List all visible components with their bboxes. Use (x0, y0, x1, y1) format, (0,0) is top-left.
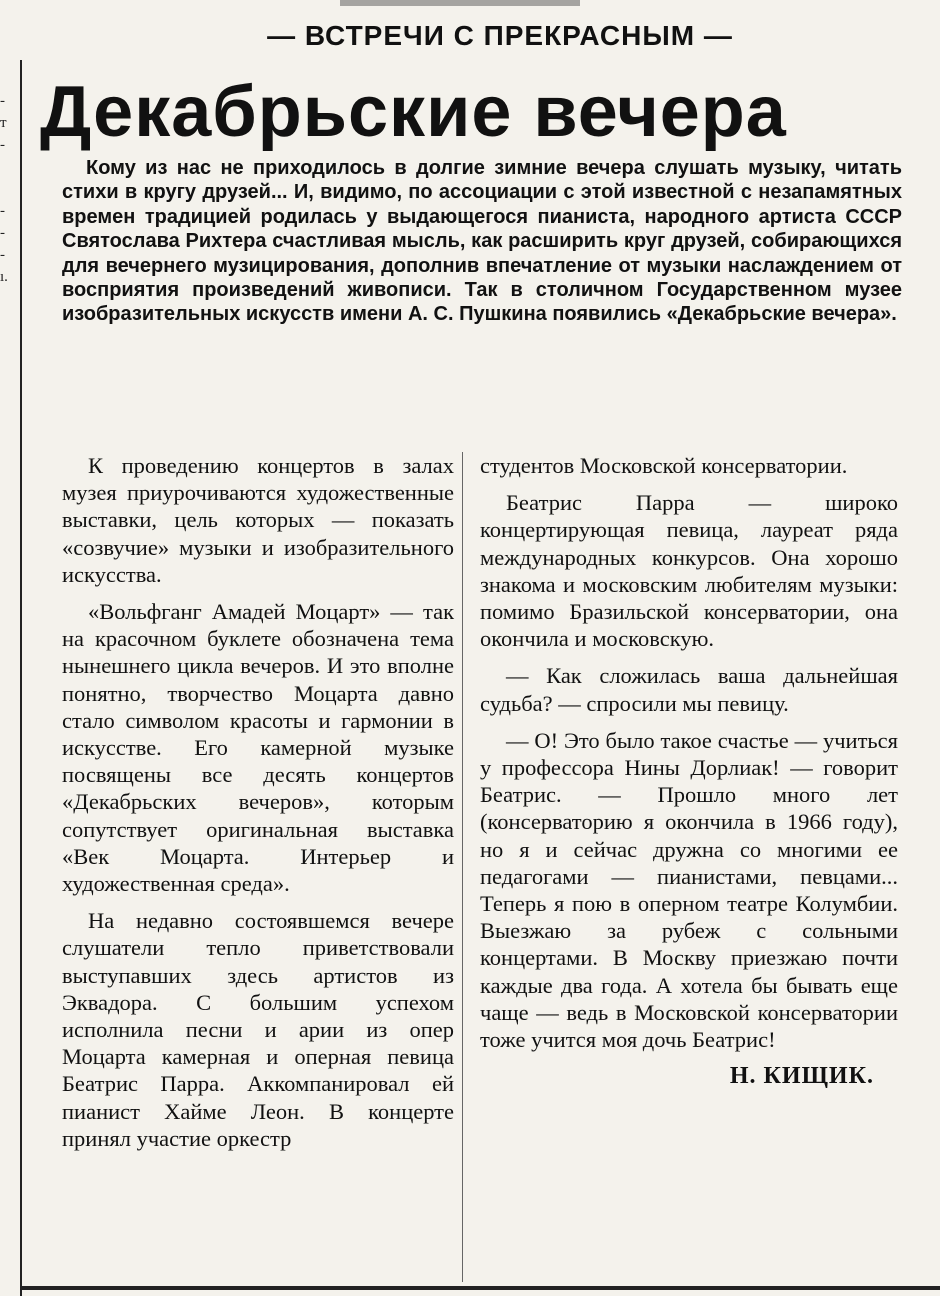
margin-fragment: - (0, 137, 5, 153)
left-column (62, 452, 454, 1162)
margin-fragment: - (0, 93, 5, 109)
paragraph: студентов Московской консерватории. (480, 453, 848, 478)
margin-fragment: - (0, 203, 5, 219)
column-divider (462, 452, 463, 1282)
margin-fragment: - (0, 247, 5, 263)
right-column (480, 452, 898, 1090)
margin-fragment: ı. (0, 269, 8, 285)
bottom-border-rule (22, 1286, 940, 1290)
section-rubric: — ВСТРЕЧИ С ПРЕКРАСНЫМ — (267, 20, 733, 51)
paragraph: Беатрис Парра — широко концертирующая певица, лауреат ряда международных конкурсов. Она хорошо знакома и московским любителям музыки: помимо Бразильской консерватории, она окончила и московскую. (480, 490, 898, 652)
paragraph: К проведению концертов в залах музея приурочиваются художественные выставки, цель которых — показать «созвучие» музыки и изобразительного искусства. (62, 453, 454, 587)
margin-fragment: - (0, 225, 5, 241)
margin-fragment: т (0, 115, 7, 131)
left-border-rule (20, 60, 22, 1296)
paragraph: На недавно состоявшемся вечере слушатели тепло приветствовали выступавших здесь артистов из Эквадора. С большим успехом исполнила песни и арии из опер Моцарта камерная и оперная певица Беатрис Парра. Аккомпанировал ей пианист Хайме Леон. В концерте принял участие оркестр (62, 908, 454, 1151)
article-headline: Декабрьские вечера (40, 72, 787, 152)
margin-fragments (0, 90, 14, 288)
author-signature: Н. КИЩИК. (729, 1063, 874, 1090)
article-lead: Кому из нас не приходилось в долгие зимние вечера слушать музыку, читать стихи в кругу друзей... И, видимо, по ассоциации с этой известной с незапамятных времен традицией родилась у выдающегося пианиста, народного артиста СССР Святослава Рихтера счастливая мысль, как расширить круг друзей, собирающихся для вечернего музицирования, дополнив впечатление от музыки наслаждением от восприятия произведений живописи. Так в столичном Государственном музее изобразительных искусств имени А. С. Пушкина появились «Декабрьские вечера». (62, 157, 902, 326)
paragraph: — Как сложилась ваша дальнейшая судьба? — спросили мы певицу. (480, 663, 898, 716)
top-cut-edge (340, 0, 580, 6)
paragraph: — О! Это было такое счастье — учиться у профессора Нины Дорлиак! — говорит Беатрис. — Прошло много лет (консерваторию я окончила в 1966 году), но я и сейчас дружна со многими ее педагогами — пианистами, певцами... Теперь я пою в оперном театре Колумбии. Выезжаю за рубеж с сольными концертами. В Москву приезжаю почти каждые два года. А хотела бы бывать еще чаще — ведь в Московской консерватории тоже учится моя дочь Беатрис! (480, 727, 898, 1053)
paragraph: «Вольфганг Амадей Моцарт» — так на красочном буклете обозначена тема нынешнего цикла вечеров. И это вполне понятно, творчество Моцарта давно стало символом красоты и гармонии в искусстве. Его камерной музыке посвящены все десять концертов «Декабрьских вечеров», которым сопутствует оригинальная выставка «Век Моцарта. Интерьер и художественная среда». (62, 599, 454, 897)
